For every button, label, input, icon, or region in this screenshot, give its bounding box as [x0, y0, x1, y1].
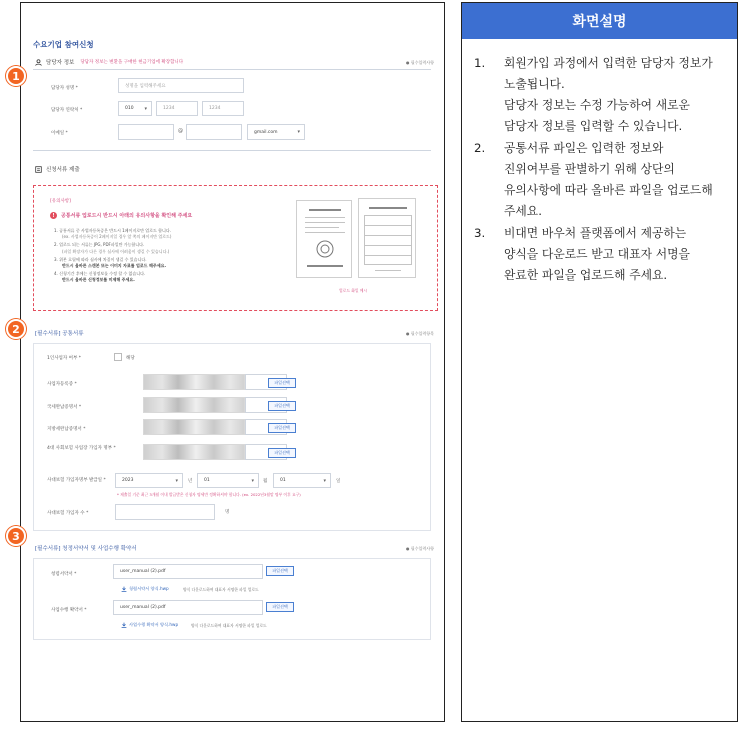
biz-registration-file-input[interactable]	[143, 374, 245, 390]
contract-heading-label: [필수서류] 청정서약서 및 사업수행 확약서	[35, 546, 137, 552]
caution-warning-text: 공통서류 업로드시 반드시 아래의 유의사항을 확인해 주세요	[61, 213, 193, 219]
insurance-roster-label: 4대 사회보험 사업장 가입자 명부 *	[47, 446, 116, 451]
phone-middle-input[interactable]: 1234	[156, 101, 198, 116]
step-badge-1: 1	[6, 66, 26, 86]
item-line: 노출됩니다.	[504, 77, 565, 91]
panel-title: 화면설명	[462, 3, 737, 39]
caution-item-sub: (파일 확장자가 다른 경우 심사에 어려움이 생길 수 있습니다.)	[62, 248, 170, 254]
manager-name-input[interactable]: 성명을 입력해주세요	[118, 78, 244, 93]
pledge-download-link[interactable]: 청렴서약서 양식.hwp	[129, 586, 169, 591]
sole-proprietor-value: 해당	[126, 356, 135, 361]
insured-count-input[interactable]	[115, 504, 215, 520]
item-line: 회원가입 과정에서 입력한 담당자 정보가	[504, 56, 713, 70]
caution-box	[33, 185, 438, 311]
item-line: 담당자 정보를 입력할 수 있습니다.	[504, 119, 683, 133]
phone-last-input[interactable]: 1234	[202, 101, 244, 116]
contract-required-note: ● 필수입력사항	[406, 546, 434, 551]
year-unit: 년	[188, 479, 193, 484]
explanation-item	[474, 53, 732, 137]
divider	[33, 150, 431, 151]
contract-section-heading	[35, 544, 137, 552]
sample-document-certificate	[296, 200, 352, 278]
item-line: 공통서류 파일은 입력한 정보와	[504, 141, 664, 155]
person-icon	[35, 59, 42, 66]
manager-heading-note: 당담자 정보는 변환을 구매한 현금기업에 확장합니다	[80, 60, 184, 65]
form-screenshot	[20, 2, 445, 722]
day-unit: 일	[336, 479, 341, 484]
sample-caption: 업로드 화일 예시	[339, 288, 368, 293]
roster-issue-date-label: 사대보험 가입자명부 발급일 *	[47, 478, 106, 483]
item-number: 1.	[474, 56, 486, 70]
document-icon	[35, 166, 42, 173]
issue-date-note: * 제출일 기준 최근 3개월 이내 발급받은 신청자 명세만 정확하셔야 합니다. (ex. 2022년3월말 명부 이후 요구)	[117, 492, 301, 497]
item-number: 3.	[474, 226, 486, 240]
item-line: 비대면 바우처 플랫폼에서 제공하는	[504, 226, 687, 240]
commitment-download-link[interactable]: 사업수행 확약서 양식.hwp	[129, 622, 179, 627]
biz-registration-label: 사업자등록증 *	[47, 382, 77, 387]
download-icon	[121, 622, 127, 628]
common-docs-box	[33, 343, 431, 531]
docs-heading-label: 신청서류 제출	[46, 167, 80, 173]
caution-item-main: 1. 공통서류 중 사업자등록증은 반드시 1페이지로만 업로드 합니다.	[54, 228, 171, 233]
commitment-download-note: 양식 다운로드하여 대표자 서명한 파일 업로드	[191, 623, 267, 628]
caution-list	[54, 228, 289, 286]
insured-count-unit: 명	[225, 510, 230, 515]
caution-item-sub: 반드시 올바른 스캔본 또는 이미지 자료를 업로드 해주세요.	[62, 263, 167, 269]
pledge-file-input[interactable]: user_manual (2).pdf	[113, 564, 263, 579]
caution-heading: [유의사항]	[50, 199, 71, 204]
phone-prefix-select[interactable]: 010 ▾	[118, 101, 152, 116]
common-heading-label: [필수서류] 공통서류	[35, 331, 84, 337]
item-line: 양식을 다운로드 받고 대표자 서명을	[504, 247, 690, 261]
docs-section-heading	[35, 165, 80, 173]
item-line: 유의사항에 따라 올바른 파일을 업로드해	[504, 183, 713, 197]
month-unit: 월	[263, 479, 268, 484]
biz-registration-file-button[interactable]: 파일선택	[268, 378, 296, 388]
email-domain-select[interactable]: gmail.com ▾	[247, 124, 305, 140]
explanation-list	[474, 53, 732, 286]
item-line: 진위여부를 판별하기 위해 상단의	[504, 162, 675, 176]
commitment-file-input[interactable]: user_manual (2).pdf	[113, 600, 263, 615]
sole-proprietor-checkbox[interactable]	[114, 353, 122, 361]
caution-item	[54, 228, 289, 240]
manager-phone-label: 담당자 연락처 *	[51, 108, 83, 113]
issue-year-select[interactable]: 2023 ▾	[115, 473, 183, 488]
step-badge-3: 3	[6, 526, 26, 546]
tax-payment-file-button[interactable]: 파일선택	[268, 401, 296, 411]
item-line: 주세요.	[504, 204, 542, 218]
pledge-label: 청렴서약서 *	[51, 572, 77, 577]
explanation-panel	[461, 2, 738, 722]
required-note: ● 필수입력사항	[406, 60, 434, 65]
download-icon	[121, 586, 127, 592]
email-domain-input[interactable]	[186, 124, 242, 140]
issue-day-select[interactable]: 01 ▾	[273, 473, 331, 488]
item-line: 완료한 파일을 업로드해 주세요.	[504, 268, 668, 282]
insurance-roster-file-input[interactable]	[143, 444, 245, 460]
explanation-item	[474, 138, 732, 222]
explanation-item	[474, 223, 732, 286]
issue-month-select[interactable]: 01 ▾	[197, 473, 259, 488]
local-tax-label: 지방세완납증명서 *	[47, 427, 86, 432]
tax-payment-file-input[interactable]	[143, 397, 245, 413]
caution-item-sub: 반드시 올바른 신청정보를 미제해 주세요.	[62, 277, 135, 283]
commitment-label: 사업수행 확약서 *	[51, 608, 87, 613]
sample-document-form	[358, 198, 416, 278]
step-badge-2: 2	[6, 319, 26, 339]
caution-item-sub: (ex. 사업자등록증이 2페이지일 경우 앞 쪽의 페이지만 업로드)	[62, 234, 172, 240]
tax-payment-label: 국세완납증명서 *	[47, 405, 82, 410]
commitment-file-button[interactable]: 파일선택	[266, 602, 294, 612]
manager-heading-label: 담당자 정보	[46, 60, 75, 66]
local-tax-file-button[interactable]: 파일선택	[268, 423, 296, 433]
manager-section-heading	[35, 58, 183, 66]
caution-item-main: 2. 업로드 되는 서류는 JPG, PDF파일만 가능합니다.	[54, 242, 145, 248]
pledge-download-note: 양식 다운로드하여 대표자 서명한 파일 업로드	[183, 587, 259, 592]
caution-item-main: 3. 위본 흐릴에 따라 심사에 차질이 생길 수 있습니다.	[54, 256, 147, 262]
email-label: 이메일 *	[51, 131, 68, 136]
insured-count-label: 사대보험 가입자 수 *	[47, 511, 89, 516]
caution-warning	[50, 212, 192, 219]
common-section-heading	[35, 329, 84, 337]
manager-name-label: 담당자 성명 *	[51, 86, 78, 91]
caution-item	[54, 257, 289, 269]
insurance-roster-file-button[interactable]: 파일선택	[268, 448, 296, 458]
item-line: 담당자 정보는 수정 가능하여 새로운	[504, 98, 690, 112]
common-required-note: ● 필수입력항목	[406, 331, 434, 336]
divider	[33, 69, 431, 70]
seal-emblem-icon	[315, 239, 335, 259]
item-number: 2.	[474, 141, 486, 155]
email-id-input[interactable]	[118, 124, 174, 140]
caution-item-main: 4. 신청기간 후에는 신청정보를 수정 할 수 없습니다.	[54, 271, 146, 277]
caution-item	[54, 242, 289, 254]
caution-item	[54, 271, 289, 283]
exclamation-icon: !	[50, 212, 57, 219]
sole-proprietor-label: 1인사업자 여부 *	[47, 356, 82, 361]
local-tax-file-input[interactable]	[143, 419, 245, 435]
pledge-file-button[interactable]: 파일선택	[266, 566, 294, 576]
email-at-sign: @	[178, 128, 183, 134]
form-title: 수요기업 참여신청	[33, 40, 94, 49]
